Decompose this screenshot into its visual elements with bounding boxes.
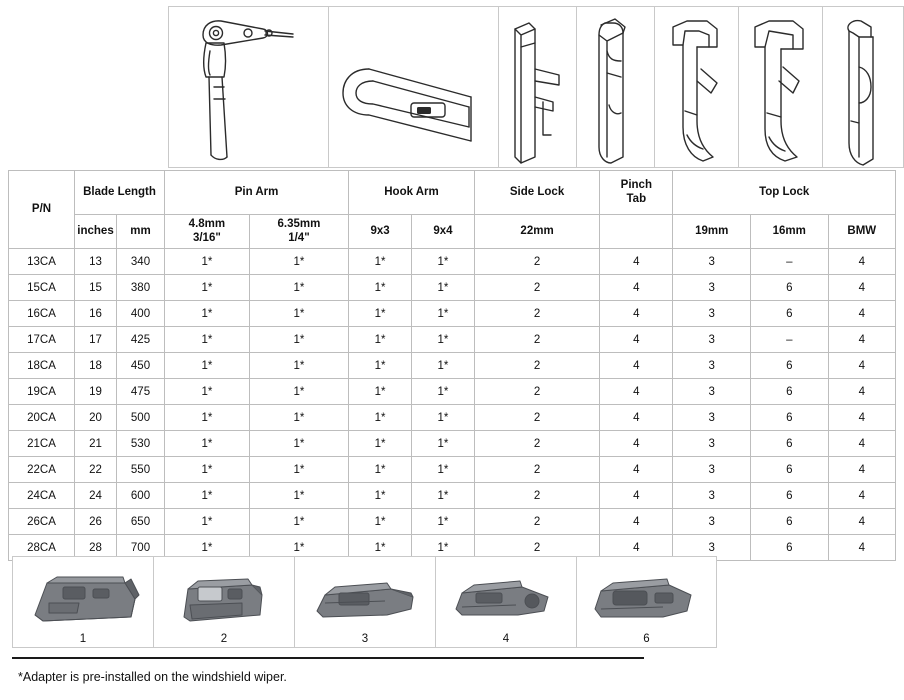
cell-hook-9x3: 1* <box>349 379 412 405</box>
table-row <box>9 301 896 327</box>
pinch-tab-illustration <box>576 6 654 168</box>
cell-pinch-tab: 4 <box>600 457 673 483</box>
cell-side-22mm: 2 <box>474 405 599 431</box>
cell-pin-4-8mm: 1* <box>165 353 250 379</box>
cell-top-bmw: 4 <box>828 509 895 535</box>
cell-top-19mm: 3 <box>673 457 751 483</box>
cell-hook-9x3: 1* <box>349 483 412 509</box>
cell-pin-6-35mm: 1* <box>249 275 348 301</box>
pin-arm-illustration <box>168 6 328 168</box>
col-header-top-lock: Top Lock <box>673 171 896 215</box>
pin635-line1: 6.35mm <box>277 218 321 231</box>
cell-pn: 16CA <box>9 301 75 327</box>
cell-top-16mm: 6 <box>750 457 828 483</box>
cell-side-22mm: 2 <box>474 353 599 379</box>
cell-side-22mm: 2 <box>474 431 599 457</box>
adapter-photo-1 <box>12 556 153 648</box>
cell-top-16mm: 6 <box>750 483 828 509</box>
cell-pin-6-35mm: 1* <box>249 353 348 379</box>
cell-top-19mm: 3 <box>673 249 751 275</box>
cell-top-bmw: 4 <box>828 301 895 327</box>
cell-inches: 24 <box>75 483 117 509</box>
cell-mm: 450 <box>117 353 165 379</box>
cell-mm: 600 <box>117 483 165 509</box>
cell-hook-9x4: 1* <box>412 483 475 509</box>
cell-pn: 26CA <box>9 509 75 535</box>
adapter-photo-6 <box>576 556 717 648</box>
cell-pin-6-35mm: 1* <box>249 457 348 483</box>
cell-mm: 530 <box>117 431 165 457</box>
col-header-top-bmw: BMW <box>828 215 895 249</box>
cell-top-bmw: 4 <box>828 457 895 483</box>
cell-hook-9x4: 1* <box>412 457 475 483</box>
cell-hook-9x3: 1* <box>349 535 412 561</box>
adapter-label-4: 4 <box>502 633 510 645</box>
cell-pinch-tab: 4 <box>600 249 673 275</box>
col-header-hook-9x4: 9x4 <box>412 215 475 249</box>
cell-top-19mm: 3 <box>673 379 751 405</box>
cell-inches: 15 <box>75 275 117 301</box>
cell-top-bmw: 4 <box>828 275 895 301</box>
table-row <box>9 431 896 457</box>
col-header-mm: mm <box>117 215 165 249</box>
col-header-hook-arm: Hook Arm <box>349 171 475 215</box>
cell-hook-9x3: 1* <box>349 457 412 483</box>
cell-top-16mm: 6 <box>750 509 828 535</box>
col-header-blade-length: Blade Length <box>75 171 165 215</box>
cell-pinch-tab: 4 <box>600 431 673 457</box>
cell-mm: 700 <box>117 535 165 561</box>
cell-pin-4-8mm: 1* <box>165 535 250 561</box>
col-header-pinch-tab <box>600 171 673 215</box>
table-row <box>9 457 896 483</box>
cell-pin-4-8mm: 1* <box>165 405 250 431</box>
cell-side-22mm: 2 <box>474 327 599 353</box>
cell-pinch-tab: 4 <box>600 353 673 379</box>
cell-pin-6-35mm: 1* <box>249 379 348 405</box>
cell-top-19mm: 3 <box>673 483 751 509</box>
cell-pinch-tab: 4 <box>600 483 673 509</box>
cell-mm: 500 <box>117 405 165 431</box>
cell-pin-4-8mm: 1* <box>165 301 250 327</box>
cell-inches: 28 <box>75 535 117 561</box>
pin48-line2: 3/16" <box>192 231 221 244</box>
cell-pn: 15CA <box>9 275 75 301</box>
cell-mm: 550 <box>117 457 165 483</box>
col-header-top-19mm: 19mm <box>673 215 751 249</box>
footnote-divider <box>12 657 644 659</box>
cell-pn: 13CA <box>9 249 75 275</box>
top-lock-bmw-illustration <box>822 6 904 168</box>
adapter-label-2: 2 <box>220 633 228 645</box>
cell-top-bmw: 4 <box>828 483 895 509</box>
cell-pin-4-8mm: 1* <box>165 249 250 275</box>
col-header-side-22mm: 22mm <box>474 215 599 249</box>
adapter-label-1: 1 <box>79 633 87 645</box>
cell-side-22mm: 2 <box>474 509 599 535</box>
cell-pinch-tab: 4 <box>600 327 673 353</box>
cell-inches: 20 <box>75 405 117 431</box>
cell-side-22mm: 2 <box>474 457 599 483</box>
table-row <box>9 379 896 405</box>
cell-hook-9x3: 1* <box>349 431 412 457</box>
cell-top-bmw: 4 <box>828 249 895 275</box>
cell-inches: 18 <box>75 353 117 379</box>
cell-pn: 17CA <box>9 327 75 353</box>
cell-pin-4-8mm: 1* <box>165 379 250 405</box>
cell-side-22mm: 2 <box>474 249 599 275</box>
cell-top-19mm: 3 <box>673 405 751 431</box>
cell-pin-4-8mm: 1* <box>165 457 250 483</box>
cell-top-16mm: 6 <box>750 275 828 301</box>
cell-top-16mm: 6 <box>750 431 828 457</box>
cell-inches: 13 <box>75 249 117 275</box>
col-header-pin-arm: Pin Arm <box>165 171 349 215</box>
cell-pin-4-8mm: 1* <box>165 483 250 509</box>
cell-top-19mm: 3 <box>673 431 751 457</box>
cell-hook-9x4: 1* <box>412 379 475 405</box>
cell-pin-6-35mm: 1* <box>249 509 348 535</box>
cell-mm: 650 <box>117 509 165 535</box>
pin635-line2: 1/4" <box>288 231 310 244</box>
cell-hook-9x4: 1* <box>412 431 475 457</box>
cell-inches: 16 <box>75 301 117 327</box>
cell-mm: 400 <box>117 301 165 327</box>
cell-hook-9x3: 1* <box>349 275 412 301</box>
cell-pin-4-8mm: 1* <box>165 327 250 353</box>
cell-pin-6-35mm: 1* <box>249 327 348 353</box>
cell-top-19mm: 3 <box>673 301 751 327</box>
table-header-subs <box>9 215 896 249</box>
cell-top-bmw: 4 <box>828 327 895 353</box>
cell-top-16mm: 6 <box>750 353 828 379</box>
cell-pinch-tab: 4 <box>600 509 673 535</box>
cell-top-bmw: 4 <box>828 379 895 405</box>
adapter-photo-4 <box>435 556 576 648</box>
cell-hook-9x4: 1* <box>412 509 475 535</box>
cell-side-22mm: 2 <box>474 379 599 405</box>
cell-top-bmw: 4 <box>828 431 895 457</box>
illustration-strip <box>168 6 904 168</box>
pinch-tab-line2: Tab <box>626 192 647 205</box>
cell-pinch-tab: 4 <box>600 535 673 561</box>
cell-pin-6-35mm: 1* <box>249 431 348 457</box>
cell-hook-9x4: 1* <box>412 301 475 327</box>
cell-top-19mm: 3 <box>673 275 751 301</box>
cell-hook-9x3: 1* <box>349 327 412 353</box>
cell-side-22mm: 2 <box>474 275 599 301</box>
cell-side-22mm: 2 <box>474 483 599 509</box>
side-lock-illustration <box>498 6 576 168</box>
cell-pinch-tab: 4 <box>600 275 673 301</box>
cell-top-bmw: 4 <box>828 353 895 379</box>
cell-pin-6-35mm: 1* <box>249 301 348 327</box>
cell-top-19mm: 3 <box>673 353 751 379</box>
adapter-label-3: 3 <box>361 633 369 645</box>
adapter-photo-3 <box>294 556 435 648</box>
cell-pn: 18CA <box>9 353 75 379</box>
cell-side-22mm: 2 <box>474 301 599 327</box>
cell-pn: 21CA <box>9 431 75 457</box>
adapter-gallery <box>12 556 717 648</box>
cell-mm: 475 <box>117 379 165 405</box>
cell-top-19mm: 3 <box>673 535 751 561</box>
cell-hook-9x3: 1* <box>349 405 412 431</box>
cell-pin-6-35mm: 1* <box>249 483 348 509</box>
col-header-inches: inches <box>75 215 117 249</box>
table-row <box>9 405 896 431</box>
cell-inches: 21 <box>75 431 117 457</box>
cell-pin-6-35mm: 1* <box>249 535 348 561</box>
cell-inches: 26 <box>75 509 117 535</box>
cell-pn: 20CA <box>9 405 75 431</box>
cell-top-bmw: 4 <box>828 405 895 431</box>
cell-hook-9x4: 1* <box>412 327 475 353</box>
cell-top-16mm: 6 <box>750 535 828 561</box>
table-row <box>9 327 896 353</box>
col-header-pinch-blank <box>600 215 673 249</box>
adapter-label-6: 6 <box>643 633 650 645</box>
col-header-pn: P/N <box>9 171 75 249</box>
cell-top-bmw: 4 <box>828 535 895 561</box>
table-header-groups <box>9 171 896 215</box>
table-row <box>9 275 896 301</box>
pinch-tab-line1: Pinch <box>620 179 652 192</box>
cell-side-22mm: 2 <box>474 535 599 561</box>
cell-pin-6-35mm: 1* <box>249 405 348 431</box>
cell-top-19mm: 3 <box>673 509 751 535</box>
col-header-top-16mm: 16mm <box>750 215 828 249</box>
cell-top-16mm: – <box>750 249 828 275</box>
compatibility-table <box>8 170 896 561</box>
cell-top-16mm: 6 <box>750 301 828 327</box>
cell-pn: 28CA <box>9 535 75 561</box>
cell-pinch-tab: 4 <box>600 405 673 431</box>
table-row <box>9 483 896 509</box>
cell-hook-9x3: 1* <box>349 509 412 535</box>
cell-inches: 22 <box>75 457 117 483</box>
cell-hook-9x4: 1* <box>412 535 475 561</box>
table-row <box>9 509 896 535</box>
cell-hook-9x3: 1* <box>349 249 412 275</box>
cell-hook-9x3: 1* <box>349 301 412 327</box>
cell-pinch-tab: 4 <box>600 379 673 405</box>
cell-top-16mm: – <box>750 327 828 353</box>
adapter-photo-2 <box>153 556 294 648</box>
cell-pinch-tab: 4 <box>600 301 673 327</box>
cell-hook-9x4: 1* <box>412 405 475 431</box>
footnote-text: *Adapter is pre-installed on the windshield wiper. <box>18 670 287 684</box>
table-row <box>9 249 896 275</box>
cell-pin-4-8mm: 1* <box>165 431 250 457</box>
col-header-side-lock: Side Lock <box>474 171 599 215</box>
cell-inches: 17 <box>75 327 117 353</box>
cell-mm: 340 <box>117 249 165 275</box>
cell-top-16mm: 6 <box>750 379 828 405</box>
cell-top-19mm: 3 <box>673 327 751 353</box>
cell-hook-9x3: 1* <box>349 353 412 379</box>
cell-hook-9x4: 1* <box>412 353 475 379</box>
top-lock-16mm-illustration <box>738 6 822 168</box>
cell-pn: 22CA <box>9 457 75 483</box>
cell-mm: 380 <box>117 275 165 301</box>
cell-hook-9x4: 1* <box>412 249 475 275</box>
pin48-line1: 4.8mm <box>188 218 226 231</box>
cell-pn: 19CA <box>9 379 75 405</box>
cell-top-16mm: 6 <box>750 405 828 431</box>
cell-pin-4-8mm: 1* <box>165 509 250 535</box>
table-row <box>9 353 896 379</box>
cell-pin-4-8mm: 1* <box>165 275 250 301</box>
cell-pin-6-35mm: 1* <box>249 249 348 275</box>
cell-hook-9x4: 1* <box>412 275 475 301</box>
cell-mm: 425 <box>117 327 165 353</box>
cell-inches: 19 <box>75 379 117 405</box>
hook-arm-illustration <box>328 6 498 168</box>
col-header-pin-4-8mm <box>165 215 250 249</box>
col-header-pin-6-35mm <box>249 215 348 249</box>
top-lock-19mm-illustration <box>654 6 738 168</box>
cell-pn: 24CA <box>9 483 75 509</box>
col-header-hook-9x3: 9x3 <box>349 215 412 249</box>
